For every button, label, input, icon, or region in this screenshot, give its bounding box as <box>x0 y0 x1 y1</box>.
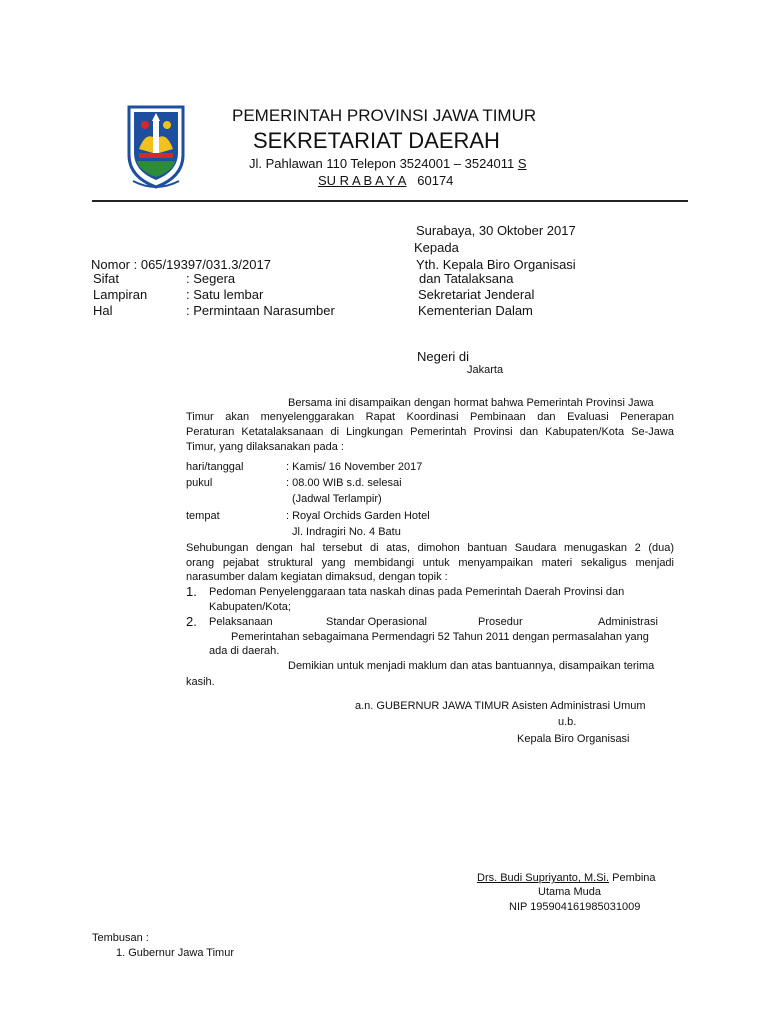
event-pukul-value: : 08.00 WIB s.d. selesai <box>286 477 402 489</box>
event-hari-label: hari/tanggal <box>186 461 244 473</box>
topic-2-word4: Administrasi <box>598 616 658 628</box>
topic-1-line1: Pedoman Penyelenggaraan tata naskah dinas pada Pemerintah Daerah Provinsi dan <box>209 586 625 598</box>
recipient-line4: Kementerian Dalam <box>418 303 533 318</box>
body-p2-line1: Sehubungan dengan hal tersebut di atas, dimohon bantuan Saudara menugaskan 2 (dua) <box>186 542 674 554</box>
sifat-value: : Segera <box>186 271 236 286</box>
body-p1-line1: Bersama ini disampaikan dengan hormat bahwa Pemerintah Provinsi Jawa <box>288 397 654 409</box>
letterhead-address <box>249 156 527 171</box>
topic-2-word2: Standar Operasional <box>326 616 427 628</box>
letterhead-secretariat: SEKRETARIAT DAERAH <box>253 128 500 153</box>
sifat-label: Sifat <box>93 271 120 286</box>
closing-line2: kasih. <box>186 676 215 688</box>
tembusan-label: Tembusan : <box>92 932 149 944</box>
event-pukul-label: pukul <box>186 477 213 489</box>
signatory-nip: NIP 195904161985031009 <box>509 901 641 913</box>
recipient-line5: Negeri di <box>417 349 470 364</box>
signature-ub: u.b. <box>558 716 577 728</box>
signature-an: a.n. GUBERNUR JAWA TIMUR Asisten Administrasi Umum <box>355 700 646 712</box>
recipient-kepada: Kepada <box>414 240 459 255</box>
lampiran-label: Lampiran <box>93 287 148 302</box>
event-tempat-label: tempat <box>186 510 220 522</box>
jawa-timur-emblem-logo <box>125 103 187 189</box>
postcode: 60174 <box>417 173 454 188</box>
signatory-rank1: Pembina <box>609 872 656 884</box>
letter-number: Nomor : 065/19397/031.3/2017 <box>91 257 271 272</box>
recipient-line2: dan Tatalaksana <box>419 271 514 286</box>
body-p1-line3: Peraturan Ketatalaksanaan di Lingkungan Pemerintah Provinsi dan Kabupaten/Kota Se-Jawa <box>186 426 674 438</box>
event-hari-value: : Kamis/ 16 November 2017 <box>286 461 423 473</box>
recipient-line6: Jakarta <box>467 364 504 376</box>
address-tail: S <box>517 156 527 171</box>
letterhead-government: PEMERINTAH PROVINSI JAWA TIMUR <box>232 106 537 125</box>
signature-title: Kepala Biro Organisasi <box>517 733 630 745</box>
topic-1-number: 1. <box>186 584 197 599</box>
topic-2-word1: Pelaksanaan <box>209 616 273 628</box>
signatory-rank2: Utama Muda <box>538 886 601 898</box>
hal-value: : Permintaan Narasumber <box>186 303 335 318</box>
address-text: Jl. Pahlawan 110 Telepon 3524001 – 3524011 <box>249 156 518 171</box>
closing-line1: Demikian untuk menjadi maklum dan atas bantuannya, disampaikan terima <box>288 660 655 672</box>
topic-2-word3: Prosedur <box>478 616 523 628</box>
signatory-name: Drs. Budi Supriyanto, M.Si. <box>477 872 610 884</box>
body-p1-line2: Timur akan menyelenggarakan Rapat Koordinasi Pembinaan dan Evaluasi Penerapan <box>186 411 674 423</box>
letterhead-divider <box>92 200 688 202</box>
recipient-line1: Yth. Kepala Biro Organisasi <box>416 257 576 272</box>
letter-date: Surabaya, 30 Oktober 2017 <box>416 223 576 238</box>
signature-name-line <box>477 872 656 884</box>
lampiran-value: : Satu lembar <box>186 287 264 302</box>
event-tempat-value: : Royal Orchids Garden Hotel <box>286 510 430 522</box>
recipient-line3: Sekretariat Jenderal <box>418 287 535 302</box>
body-p2-line3: narasumber dalam kegiatan dimaksud, dengan topik : <box>186 571 448 583</box>
body-p1-line4: Timur, yang dilaksanakan pada : <box>186 441 344 453</box>
letterhead-city <box>318 173 453 188</box>
topic-2-number: 2. <box>186 614 197 629</box>
body-p2-line2: orang pejabat struktural yang membidangi untuk menyampaikan materi sekaligus menjadi <box>186 557 674 569</box>
event-jadwal: (Jadwal Terlampir) <box>292 493 382 505</box>
hal-label: Hal <box>93 303 113 318</box>
topic-2-line3: ada di daerah. <box>209 645 280 657</box>
city-name: SU R A B A Y A <box>318 173 407 188</box>
event-tempat-address: Jl. Indragiri No. 4 Batu <box>292 526 401 538</box>
topic-1-line2: Kabupaten/Kota; <box>209 601 291 613</box>
tembusan-item-1: 1. Gubernur Jawa Timur <box>116 947 234 959</box>
topic-2-line2: Pemerintahan sebagaimana Permendagri 52 Tahun 2011 dengan permasalahan yang <box>231 631 649 643</box>
